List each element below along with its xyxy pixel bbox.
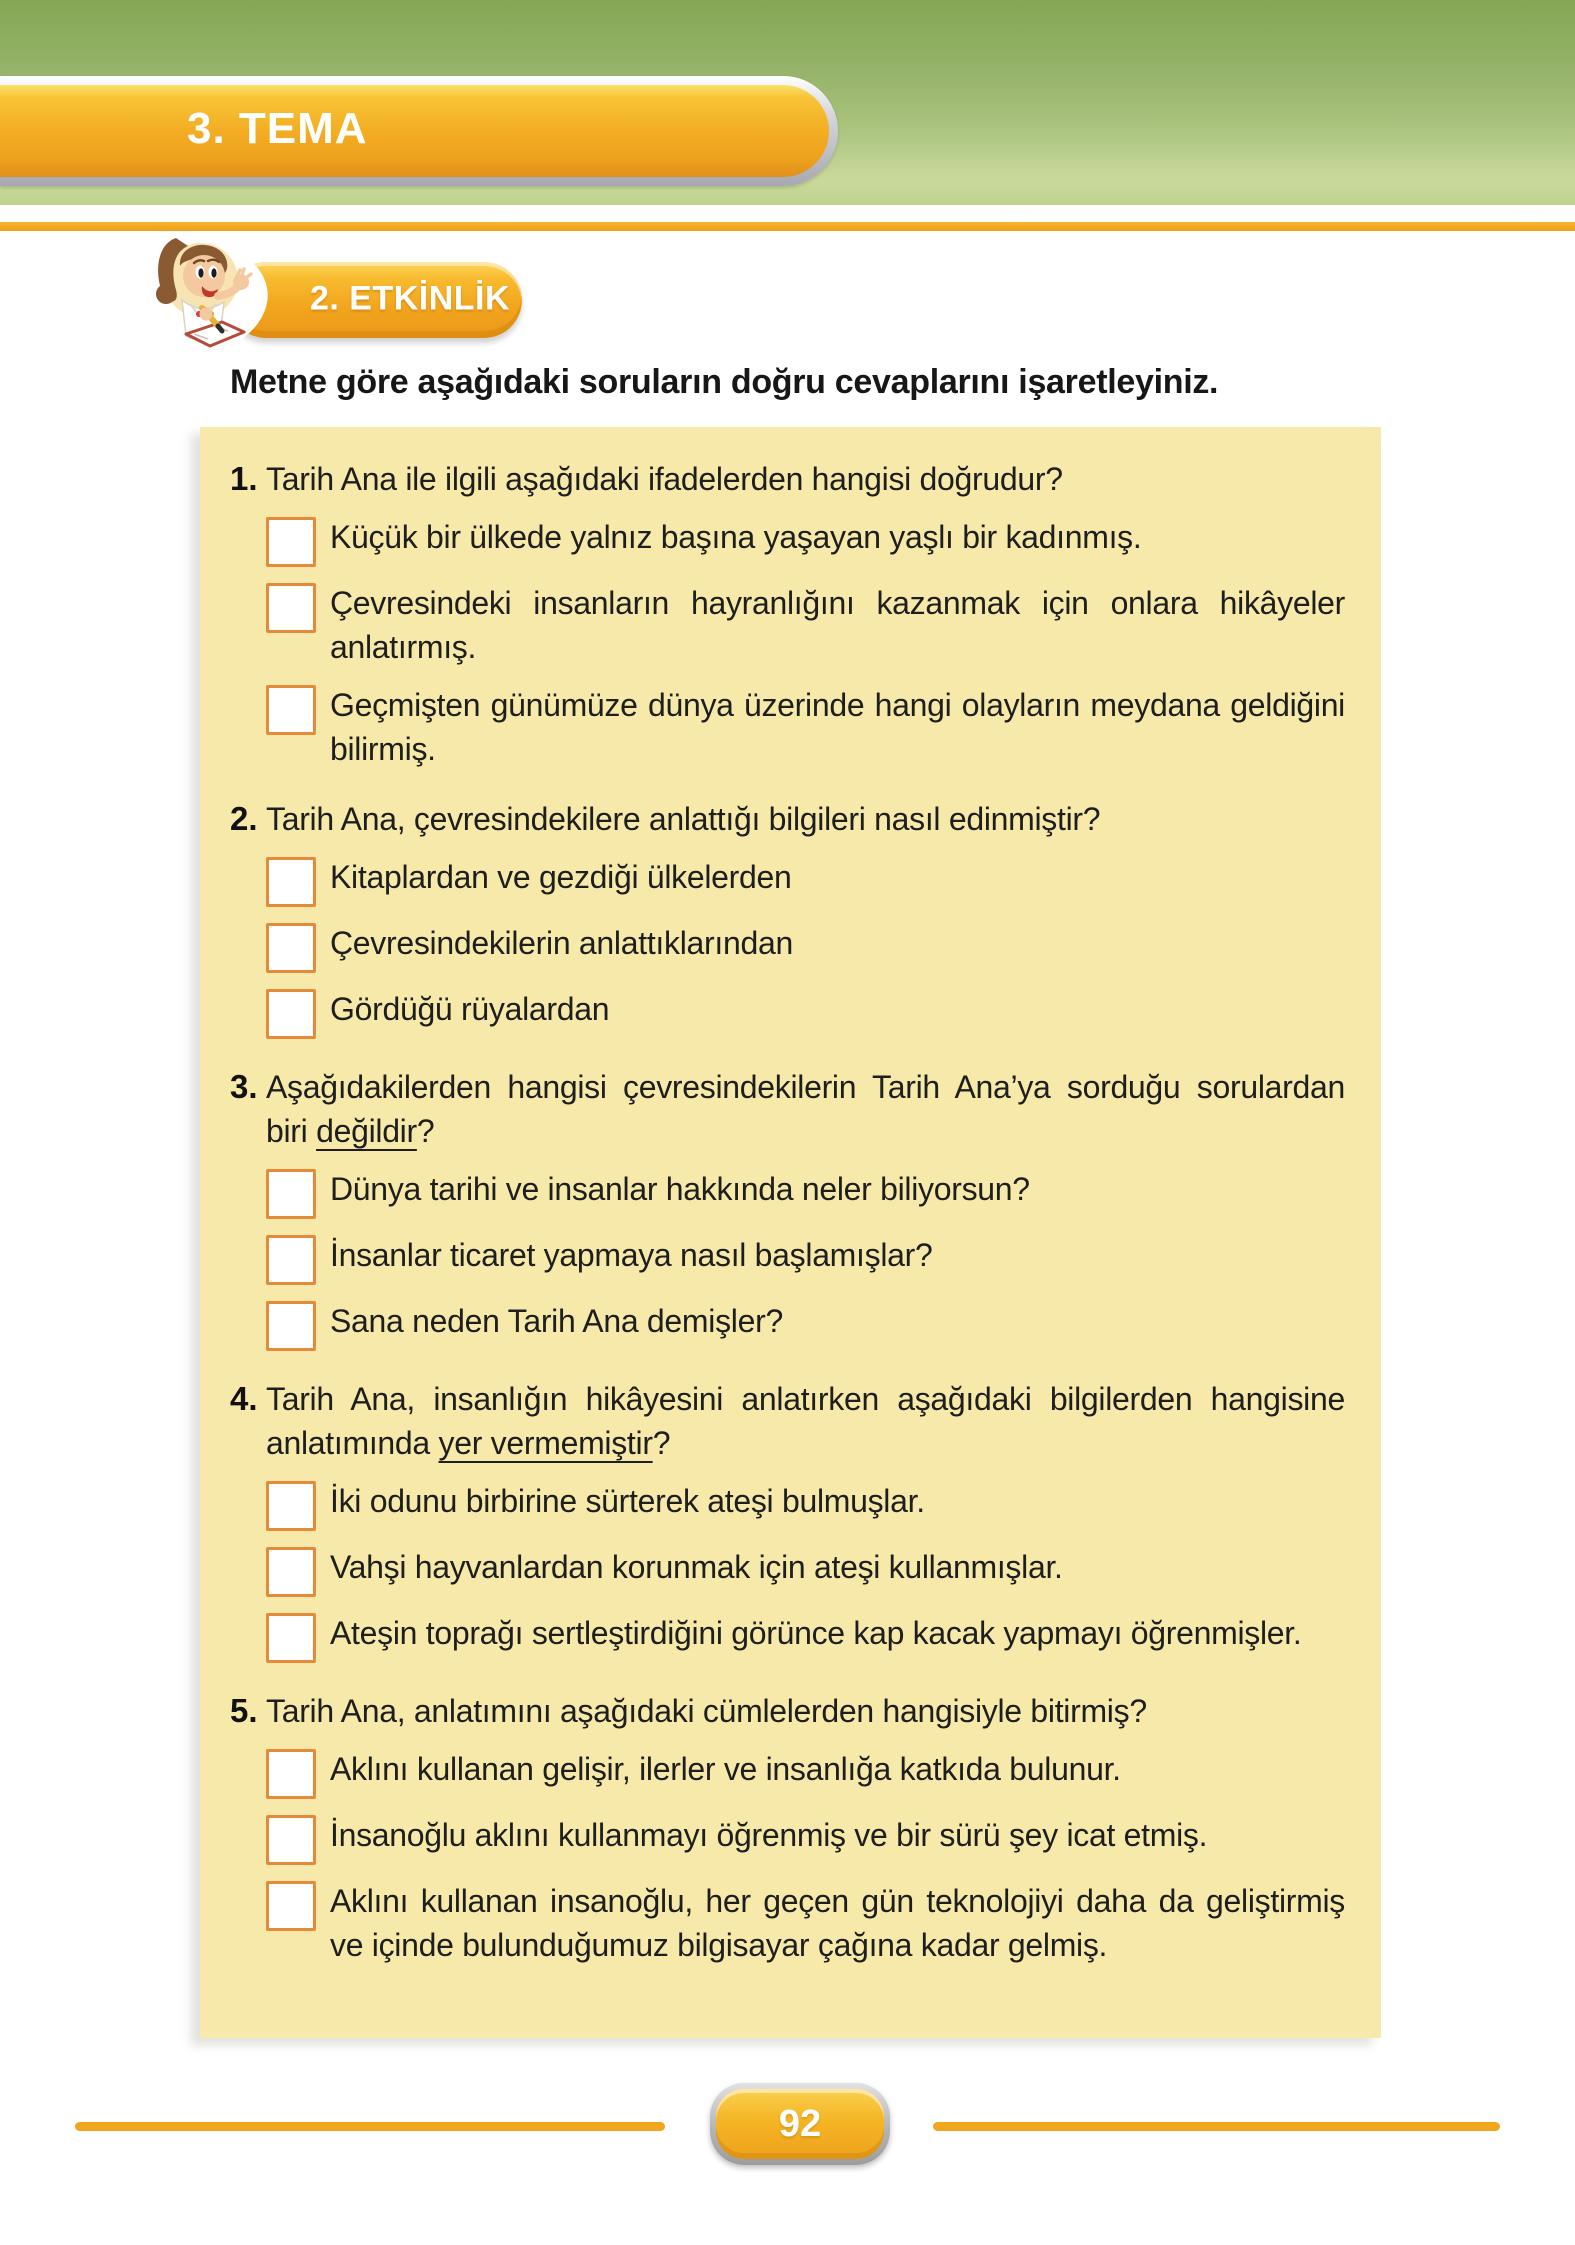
question-text [266, 797, 1345, 841]
answer-option [266, 1879, 1345, 1967]
footer-rule-left [75, 2122, 665, 2131]
answer-option-label: Dünya tarihi ve insanlar hakkında neler biliyorsun? [330, 1171, 1030, 1207]
question-text-post: ? [416, 1113, 435, 1149]
answer-option-label: İnsanoğlu aklını kullanmayı öğrenmiş ve bir sürü şey icat etmiş. [330, 1817, 1208, 1853]
question-text [266, 457, 1345, 501]
answer-checkbox[interactable] [266, 1547, 316, 1597]
answer-checkbox[interactable] [266, 1301, 316, 1351]
question-3 [230, 1065, 1345, 1153]
answer-option [266, 1545, 1345, 1597]
question-text-pre: Tarih Ana, insanlığın hikâyesini anlatırken aşağıdaki bilgilerden hangisine anlatımında [266, 1381, 1345, 1461]
question-number: 5. [230, 1692, 258, 1729]
answer-option [266, 1479, 1345, 1531]
question-text-underlined: yer vermemiştir [438, 1425, 653, 1461]
answer-checkbox[interactable] [266, 583, 316, 633]
theme-title-pill [0, 85, 829, 177]
answer-checkbox[interactable] [266, 923, 316, 973]
questions-panel [200, 427, 1381, 2038]
theme-title-ring [0, 76, 838, 186]
answer-option-label: Sana neden Tarih Ana demişler? [330, 1303, 783, 1339]
answer-option-label: İnsanlar ticaret yapmaya nasıl başlamışlar? [330, 1237, 933, 1273]
answer-option [266, 855, 1345, 907]
answer-option [266, 1233, 1345, 1285]
page-number-badge [710, 2083, 890, 2165]
question-5 [230, 1689, 1345, 1733]
answer-option-label: Çevresindekilerin anlattıklarından [330, 925, 793, 961]
answer-option [266, 515, 1345, 567]
theme-title: 3. TEMA [187, 104, 368, 153]
question-text [266, 1065, 1345, 1153]
answer-checkbox[interactable] [266, 1613, 316, 1663]
answer-checkbox[interactable] [266, 1881, 316, 1931]
answer-option-label: Çevresindeki insanların hayranlığını kazanmak için onlara hikâyeler anlatırmış. [330, 585, 1345, 665]
question-number: 2. [230, 800, 258, 837]
answer-option-label: Ateşin toprağı sertleştirdiğini görünce kap kacak yapmayı öğrenmişler. [330, 1615, 1302, 1651]
answer-option-label: Vahşi hayvanlardan korunmak için ateşi kullanmışlar. [330, 1549, 1063, 1585]
question-number: 3. [230, 1068, 258, 1105]
page-number: 92 [778, 2102, 822, 2145]
theme-header-band [0, 0, 1575, 205]
answer-option-label: Küçük bir ülkede yalnız başına yaşayan yaşlı bir kadınmış. [330, 519, 1142, 555]
question-text-pre: Tarih Ana ile ilgili aşağıdaki ifadelerden hangisi doğrudur? [266, 461, 1063, 497]
answer-checkbox[interactable] [266, 1815, 316, 1865]
answer-checkbox[interactable] [266, 1235, 316, 1285]
question-text-pre: Aşağıdakilerden hangisi çevresindekilerin Tarih Ana’ya sorduğu sorulardan biri [266, 1069, 1345, 1149]
answer-checkbox[interactable] [266, 685, 316, 735]
question-4 [230, 1377, 1345, 1465]
footer-rule-right [933, 2122, 1500, 2131]
answer-option [266, 987, 1345, 1039]
answer-option-label: Kitaplardan ve gezdiği ülkelerden [330, 859, 792, 895]
question-text-post: ? [652, 1425, 671, 1461]
answer-option-label: Aklını kullanan gelişir, ilerler ve insanlığa katkıda bulunur. [330, 1751, 1121, 1787]
question-number: 1. [230, 460, 258, 497]
question-text-pre: Tarih Ana, anlatımını aşağıdaki cümlelerden hangisiyle bitirmiş? [266, 1693, 1147, 1729]
activity-title: 2. ETKİNLİK [309, 279, 511, 318]
question-text [266, 1689, 1345, 1733]
question-1 [230, 457, 1345, 501]
answer-option [266, 683, 1345, 771]
answer-option-label: Aklını kullanan insanoğlu, her geçen gün teknolojiyi daha da geliştirmiş ve içinde bulunduğumuz bilgisayar çağına kadar gelmiş. [330, 1883, 1345, 1963]
answer-option [266, 581, 1345, 669]
answer-checkbox[interactable] [266, 1169, 316, 1219]
answer-option [266, 1299, 1345, 1351]
answer-checkbox[interactable] [266, 857, 316, 907]
question-text [266, 1377, 1345, 1465]
answer-option-label: Geçmişten günümüze dünya üzerinde hangi olayların meydana geldiğini bilirmiş. [330, 687, 1345, 767]
answer-option [266, 1167, 1345, 1219]
answer-option [266, 1747, 1345, 1799]
question-number: 4. [230, 1380, 258, 1417]
answer-option [266, 1813, 1345, 1865]
activity-instruction: Metne göre aşağıdaki soruların doğru cevaplarını işaretleyiniz. [230, 363, 1219, 401]
answer-checkbox[interactable] [266, 517, 316, 567]
answer-option [266, 921, 1345, 973]
answer-option [266, 1611, 1345, 1663]
answer-checkbox[interactable] [266, 1481, 316, 1531]
question-text-pre: Tarih Ana, çevresindekilere anlattığı bilgileri nasıl edinmiştir? [266, 801, 1101, 837]
question-text-underlined: değildir [316, 1113, 417, 1149]
answer-option-label: İki odunu birbirine sürterek ateşi bulmuşlar. [330, 1483, 925, 1519]
question-2 [230, 797, 1345, 841]
answer-checkbox[interactable] [266, 1749, 316, 1799]
answer-checkbox[interactable] [266, 989, 316, 1039]
answer-option-label: Gördüğü rüyalardan [330, 991, 610, 1027]
writing-girl-illustration [98, 230, 278, 362]
